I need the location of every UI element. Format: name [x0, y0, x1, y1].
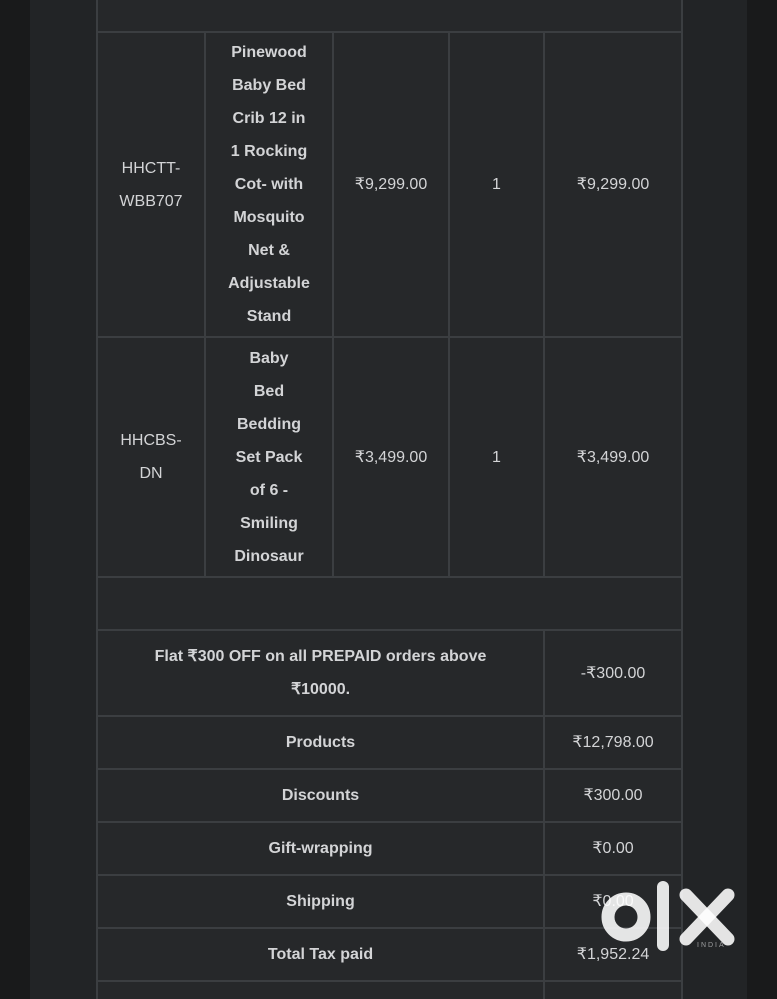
name-line: Baby: [249, 349, 289, 367]
summary-row-total-tax: [97, 928, 682, 981]
summary-label: Gift-wrapping: [97, 822, 544, 875]
summary-value: ₹0.00: [544, 822, 682, 875]
spacer-row: [97, 577, 682, 630]
summary-label: Products: [97, 716, 544, 769]
table-header-spacer-row: [97, 0, 682, 32]
order-items-table: [96, 0, 683, 999]
table-row-partial: [97, 981, 682, 999]
quantity: 1: [449, 32, 544, 337]
product-name: [205, 32, 333, 337]
spacer-cell: [97, 577, 682, 630]
summary-label: Shipping: [97, 875, 544, 928]
name-line: Adjustable: [228, 275, 310, 292]
discount-row: [97, 630, 682, 716]
product-name: [205, 337, 333, 577]
olx-watermark-subtitle: INDIA: [697, 942, 726, 949]
unit-price: ₹9,299.00: [333, 32, 449, 337]
name-line: Dinosaur: [234, 547, 304, 565]
left-edge: [0, 0, 30, 999]
table-row: [97, 337, 682, 577]
name-line: Bedding: [237, 415, 301, 433]
discount-label-line: Flat ₹300 OFF on all PREPAID orders above: [154, 648, 487, 665]
discount-value: -₹300.00: [544, 630, 682, 716]
summary-value: ₹300.00: [544, 769, 682, 822]
summary-row-discounts: [97, 769, 682, 822]
discount-label: [97, 630, 544, 716]
spacer-cell: [97, 0, 682, 32]
right-edge: [747, 0, 777, 999]
summary-value: ₹12,798.00: [544, 716, 682, 769]
summary-row-shipping: [97, 875, 682, 928]
summary-row-gift-wrapping: [97, 822, 682, 875]
reference-line: HHCBS-: [120, 432, 182, 449]
name-line: Pinewood: [231, 44, 307, 61]
name-line: Bed: [253, 382, 285, 400]
name-line: Set Pack: [235, 448, 303, 466]
product-reference: [97, 32, 205, 337]
spacer-cell: [97, 981, 544, 999]
summary-label: Total Tax paid: [97, 928, 544, 981]
name-line: Cot- with: [234, 176, 304, 193]
summary-row-products: [97, 716, 682, 769]
summary-value: ₹0.00: [544, 875, 682, 928]
reference-line: WBB707: [119, 192, 183, 210]
line-total: ₹9,299.00: [544, 32, 682, 337]
name-line: 1 Rocking: [230, 143, 308, 160]
name-line: Mosquito: [233, 209, 305, 226]
discount-label-line: ₹10000.: [290, 681, 351, 698]
name-line: Stand: [246, 308, 292, 325]
table-row: [97, 32, 682, 337]
name-line: Crib 12 in: [232, 110, 306, 127]
summary-value: ₹1,952.24: [544, 928, 682, 981]
name-line: Net &: [248, 242, 290, 259]
name-line: Smiling: [240, 514, 298, 532]
name-line: of 6 -: [249, 481, 289, 499]
product-reference: [97, 337, 205, 577]
unit-price: ₹3,499.00: [333, 337, 449, 577]
quantity: 1: [449, 337, 544, 577]
line-total: ₹3,499.00: [544, 337, 682, 577]
reference-line: DN: [139, 465, 163, 482]
name-line: Baby Bed: [232, 77, 306, 94]
reference-line: HHCTT-: [121, 159, 181, 177]
summary-label: Discounts: [97, 769, 544, 822]
spacer-cell: [544, 981, 682, 999]
